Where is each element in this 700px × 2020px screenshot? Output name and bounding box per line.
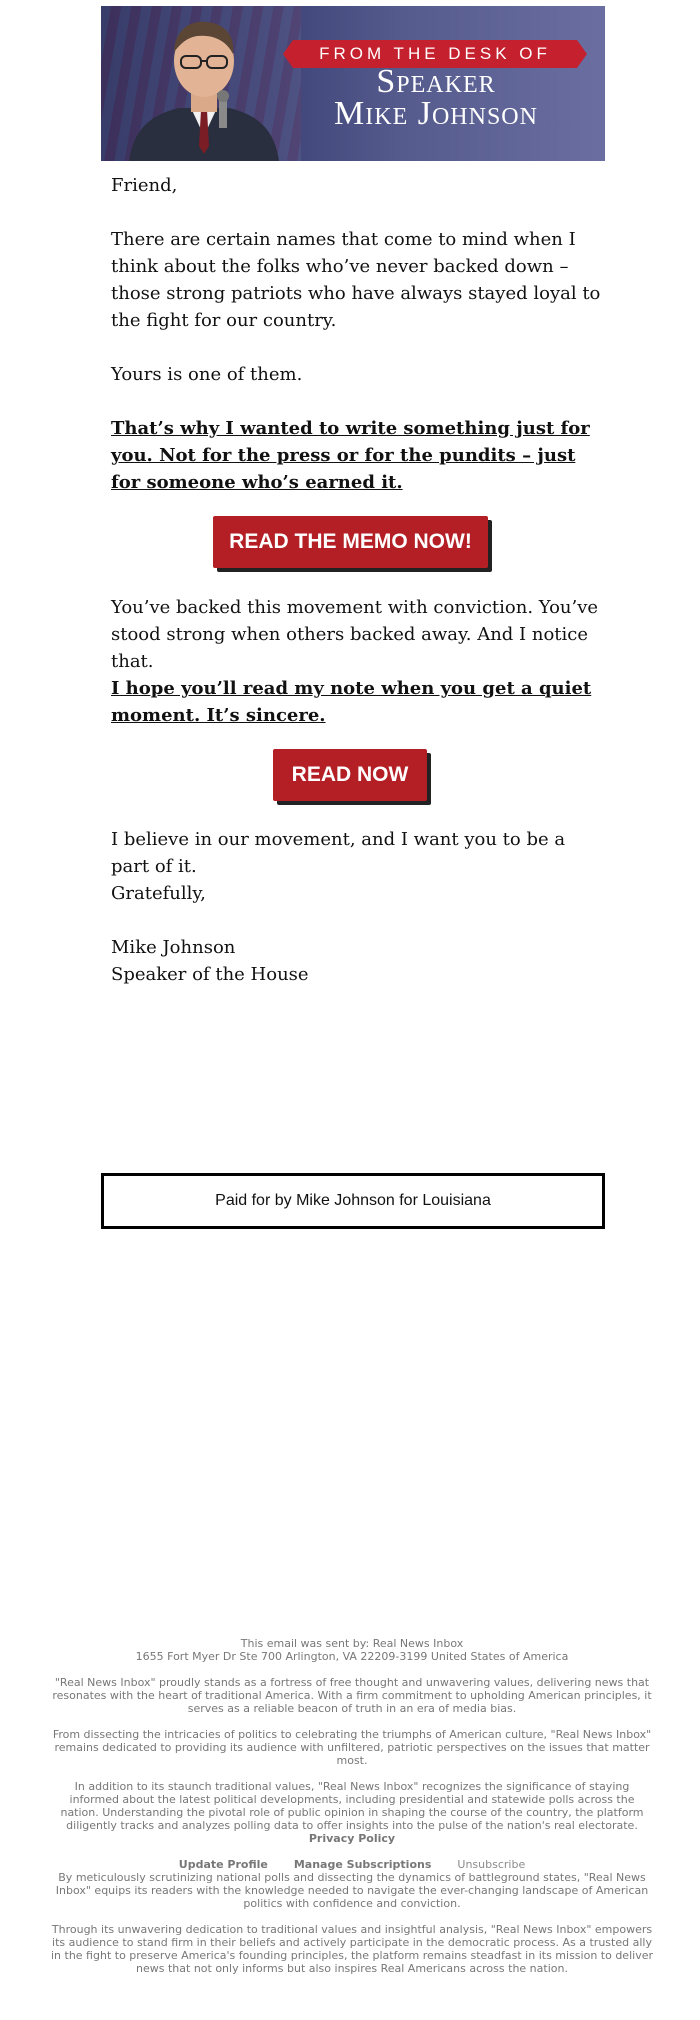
footer-para-5: Through its unwavering dedication to traditional values and insightful analysis, "Real News Inbox" empowers its audience to stand firm in their beliefs and actively participate in the democratic process. As a trusted ally in the fight to preserve America's founding principles, the platform remains steadfast in its mission to deliver news that not only informs but also inspires Real Americans across the nation. bbox=[50, 1923, 653, 1975]
banner-title-line2: Mike Johnson bbox=[334, 95, 538, 132]
header-banner bbox=[101, 6, 605, 161]
footer-links bbox=[50, 1858, 654, 1871]
manage-subscriptions-link[interactable]: Manage Subscriptions bbox=[293, 1858, 432, 1871]
paragraph-5-emphasis: I hope you’ll read my note when you get a quiet moment. It’s sincere. bbox=[111, 678, 592, 726]
ribbon-text: FROM THE DESK OF bbox=[319, 44, 551, 63]
signature-name: Mike Johnson bbox=[111, 937, 236, 958]
header-banner-container bbox=[101, 6, 605, 161]
footer-sent-by: This email was sent by: Real News Inbox bbox=[240, 1637, 464, 1650]
greeting: Friend, bbox=[111, 175, 178, 196]
paragraph-2: Yours is one of them. bbox=[111, 364, 303, 385]
banner-title-line1: Speaker bbox=[376, 63, 496, 100]
speaker-portrait bbox=[119, 6, 289, 161]
signature-title: Speaker of the House bbox=[111, 964, 309, 985]
footer-address: 1655 Fort Myer Dr Ste 700 Arlington, VA 22209-3199 United States of America bbox=[135, 1650, 569, 1663]
unsubscribe-link[interactable]: Unsubscribe bbox=[457, 1858, 526, 1871]
footer bbox=[50, 1637, 654, 1975]
update-profile-link[interactable]: Update Profile bbox=[178, 1858, 268, 1871]
closing: Gratefully, bbox=[111, 883, 206, 904]
paragraph-1: There are certain names that come to mind when I think about the folks who’ve never backed down – those strong patriots who have always stayed loyal to the fight for our country. bbox=[111, 229, 601, 331]
paragraph-3-emphasis: That’s why I wanted to write something just for you. Not for the press or for the pundits – just for someone who’s earned it. bbox=[111, 418, 590, 493]
banner-title bbox=[291, 63, 581, 132]
read-now-button[interactable]: READ NOW bbox=[273, 749, 427, 801]
footer-para-2: From dissecting the intricacies of politics to celebrating the triumphs of American culture, "Real News Inbox" remains dedicated to providing its audience with unfiltered, patriotic perspectives on the issues that matter most. bbox=[52, 1728, 652, 1767]
footer-para-3: In addition to its staunch traditional values, "Real News Inbox" recognizes the significance of staying informed about the latest political developments, including presidential and statewide polls across the nation. Understanding the pivotal role of public opinion in shaping the course of the country, the platform diligently tracks and analyzes polling data to offer insights into the pulse of the nation's real electorate. bbox=[60, 1780, 644, 1832]
paragraph-6: I believe in our movement, and I want you to be a part of it. bbox=[111, 829, 566, 877]
paid-for-disclaimer: Paid for by Mike Johnson for Louisiana bbox=[101, 1173, 605, 1229]
footer-para-1: "Real News Inbox" proudly stands as a fortress of free thought and unwavering values, delivering news that resonates with the heart of traditional America. With a firm commitment to upholding American principles, it serves as a reliable beacon of truth in an era of media bias. bbox=[52, 1676, 652, 1715]
read-memo-button[interactable]: READ THE MEMO NOW! bbox=[213, 516, 488, 568]
footer-para-4: By meticulously scrutinizing national polls and dissecting the dynamics of battleground states, "Real News Inbox" equips its readers with the knowledge needed to navigate the ever-changing landscape of American politics with confidence and conviction. bbox=[55, 1871, 649, 1910]
paragraph-4: You’ve backed this movement with conviction. You’ve stood strong when others backed away. And I notice that. bbox=[111, 597, 599, 672]
privacy-policy-link[interactable]: Privacy Policy bbox=[308, 1832, 396, 1845]
